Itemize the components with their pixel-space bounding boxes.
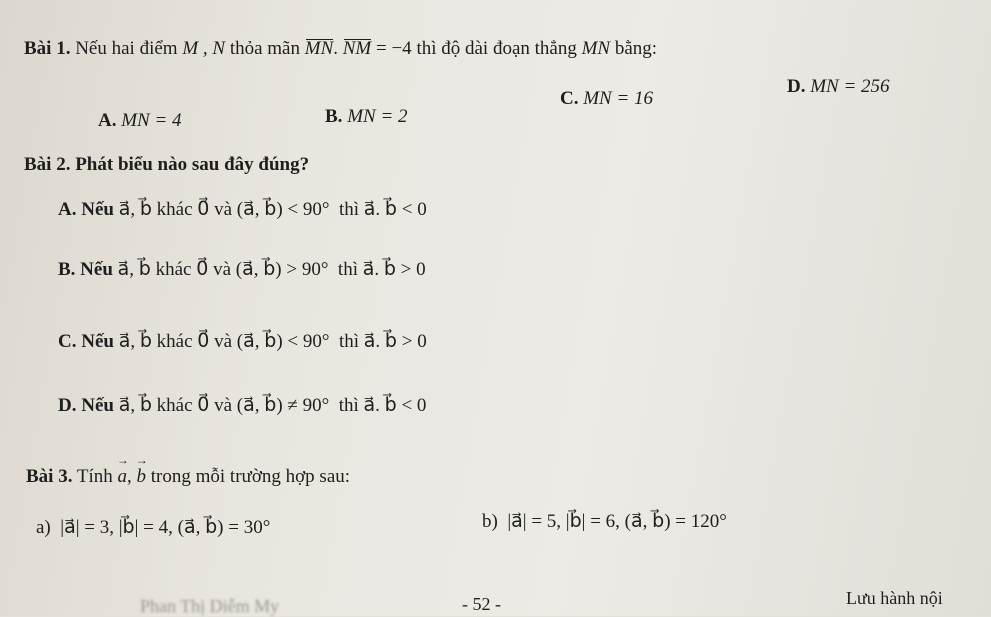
problem-2-option-a: A. Nếu a⃗, b⃗ khác 0⃗ và (a⃗, b⃗) < 90° thì a⃗. b⃗ < 0 (58, 199, 427, 220)
footer-author: Phan Thị Diễm My (140, 596, 280, 616)
problem-2-statement: Bài 2. Phát biểu nào sau đây đúng? (24, 154, 310, 175)
problem-1-statement: Bài 1. Nếu hai điểm M , N thỏa mãn MN. NM = −4 thì độ dài đoạn thẳng MN bằng: (24, 38, 658, 59)
problem-2-option-d: D. Nếu a⃗, b⃗ khác 0⃗ và (a⃗, b⃗) ≠ 90° thì a⃗. b⃗ < 0 (58, 395, 427, 416)
footer-note: Lưu hành nội (846, 588, 943, 608)
problem-1-option-b: B. MN = 2 (325, 106, 408, 127)
problem-1-option-d: D. MN = 256 (787, 76, 890, 97)
problem-2-option-b: B. Nếu a⃗, b⃗ khác 0⃗ và (a⃗, b⃗) > 90° thì a⃗. b⃗ > 0 (58, 259, 426, 280)
problem-3-case-b: b) |a⃗| = 5, |b⃗| = 6, (a⃗, b⃗) = 120° (482, 511, 727, 532)
page-number: - 52 - (462, 594, 501, 614)
problem-3-case-a: a) |a⃗| = 3, |b⃗| = 4, (a⃗, b⃗) = 30° (36, 517, 271, 538)
problem-2-option-c: C. Nếu a⃗, b⃗ khác 0⃗ và (a⃗, b⃗) < 90° thì a⃗. b⃗ > 0 (58, 331, 427, 352)
problem-1-option-a: A. MN = 4 (98, 110, 182, 131)
problem-1-option-c: C. MN = 16 (560, 88, 654, 109)
problem-3-statement: Bài 3. Tính → a, → b trong mỗi trường hợp sau: (26, 466, 350, 488)
